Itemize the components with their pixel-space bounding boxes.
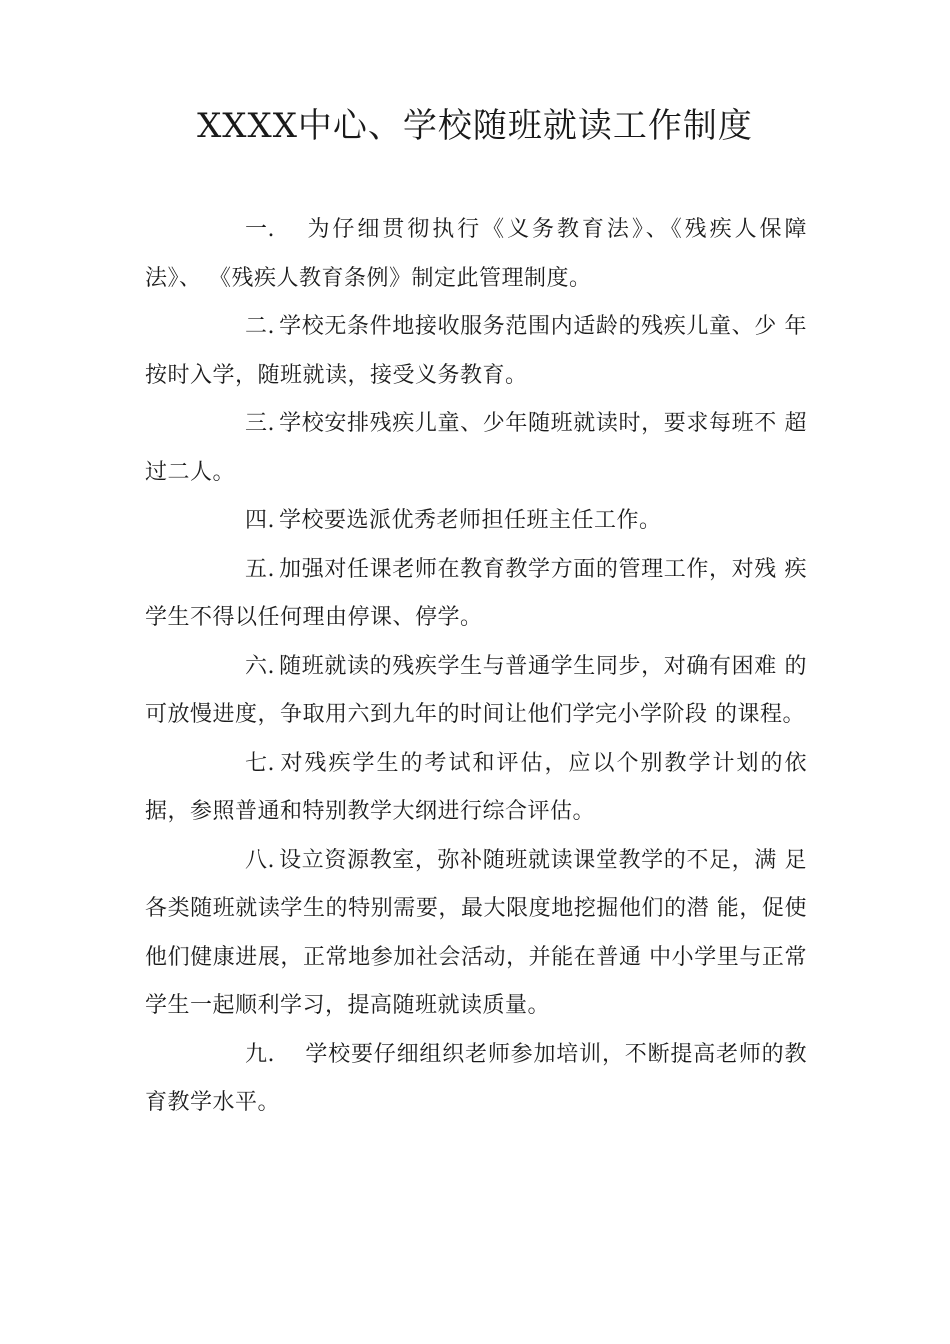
paragraph-text: 学校要选派优秀老师担任班主任工作。	[279, 508, 662, 533]
paragraph-9	[145, 1031, 807, 1128]
paragraph-number: 四.	[245, 508, 275, 533]
paragraph-text: 为仔细贯彻执行《义务教育法》、《残疾人保障法》、 《残疾人教育条例》制定此管理制度。	[145, 217, 807, 291]
paragraph-text: 学校安排残疾儿童、少年随班就读时，要求每班不 超过二人。	[145, 411, 807, 485]
document-title: XXXX中心、学校随班就读工作制度	[197, 106, 753, 146]
paragraph-number: 五.	[245, 556, 275, 582]
paragraph-1	[145, 206, 807, 303]
paragraph-number: 一.	[245, 217, 275, 242]
paragraph-text: 设立资源教室，弥补随班就读课堂教学的不足，满 足各类随班就读学生的特别需要，最大限度地挖掘他们的潜 能，促使他们健康进展，正常地参加社会活动，并能在普通 中小学里与正常学生一起顺利学习，提高随班就读质量。	[145, 847, 807, 1018]
document-body	[145, 206, 807, 1128]
paragraph-text: 随班就读的残疾学生与普通学生同步，对确有困难 的可放慢进度，争取用六到九年的时间让他们学完小学阶段 的课程。	[145, 653, 807, 727]
paragraph-text: 学校无条件地接收服务范围内适龄的残疾儿童、少 年按时入学，随班就读，接受义务教育。	[145, 314, 807, 388]
paragraph-number: 七.	[245, 750, 275, 776]
paragraph-7	[145, 740, 807, 837]
paragraph-6	[145, 643, 807, 740]
paragraph-text: 对残疾学生的考试和评估，应以个别教学计划的依 据，参照普通和特别教学大纲进行综合评估。	[145, 750, 807, 824]
paragraph-text: 加强对任课老师在教育教学方面的管理工作，对残 疾学生不得以任何理由停课、停学。	[145, 556, 807, 630]
paragraph-number: 二.	[245, 314, 275, 339]
paragraph-4	[145, 497, 807, 546]
paragraph-number: 九.	[245, 1041, 275, 1067]
paragraph-number: 八.	[245, 847, 275, 873]
paragraph-text: 学校要仔细组织老师参加培训，不断提高老师的教育教学水平。	[145, 1041, 807, 1115]
paragraph-8	[145, 837, 807, 1031]
paragraph-number: 三.	[245, 411, 275, 436]
paragraph-number: 六.	[245, 653, 275, 679]
paragraph-5	[145, 546, 807, 643]
paragraph-3	[145, 400, 807, 497]
paragraph-2	[145, 303, 807, 400]
